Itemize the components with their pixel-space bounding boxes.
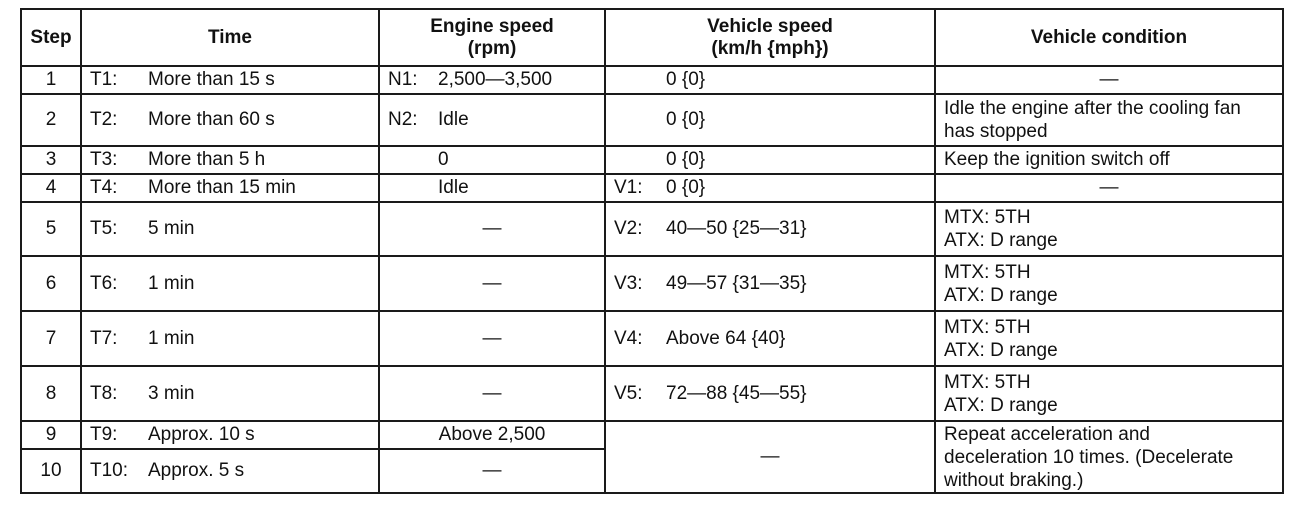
time-label: T7: <box>90 327 118 349</box>
header-vehicle-speed-title: Vehicle speed <box>707 15 833 37</box>
vs-value: 72—88 {45—55} <box>666 382 807 404</box>
vehicle-speed-cell <box>605 66 935 94</box>
rpm-label: N1: <box>388 69 418 90</box>
time-cell <box>81 256 379 311</box>
engine-speed-cell: Above 2,500 <box>379 421 605 449</box>
vs-value: 40—50 {25—31} <box>666 218 807 239</box>
step-cell: 1 <box>21 66 81 94</box>
time-value: More than 60 s <box>148 109 275 130</box>
step-cell: 9 <box>21 421 81 449</box>
table-row-step-9 <box>21 421 1283 449</box>
time-value: More than 5 h <box>148 149 266 170</box>
condition-line: ATX: D range <box>944 230 1058 251</box>
engine-speed-cell: — <box>379 449 605 493</box>
time-value: 1 min <box>148 327 195 349</box>
header-vehicle-speed <box>605 9 935 66</box>
vs-value: 0 {0} <box>666 177 706 198</box>
header-engine-speed-unit: (rpm) <box>467 37 517 59</box>
time-label: T6: <box>90 272 118 294</box>
step-cell: 3 <box>21 146 81 174</box>
time-label: T8: <box>90 382 118 404</box>
time-value: Approx. 5 s <box>148 460 245 481</box>
time-value: More than 15 s <box>148 69 275 90</box>
vs-value: 0 {0} <box>666 149 706 170</box>
table-row-step-8 <box>21 366 1283 421</box>
table-row-step-2 <box>21 94 1283 146</box>
time-cell <box>81 449 379 493</box>
condition-cell <box>935 311 1283 366</box>
vs-value: 0 {0} <box>666 109 706 130</box>
condition-line: has stopped <box>944 121 1048 142</box>
drive-cycle-table <box>20 8 1284 494</box>
step-cell: 6 <box>21 256 81 311</box>
time-label: T1: <box>90 69 118 90</box>
rpm-label: N2: <box>388 109 418 130</box>
vehicle-speed-cell <box>605 311 935 366</box>
rpm-value: Idle <box>438 109 469 130</box>
condition-line: MTX: 5TH <box>944 371 1031 393</box>
header-row <box>21 9 1283 66</box>
time-cell <box>81 202 379 256</box>
time-label: T4: <box>90 177 118 198</box>
vs-label: V4: <box>614 327 643 349</box>
header-time: Time <box>81 9 379 66</box>
vehicle-speed-cell <box>605 174 935 202</box>
time-cell <box>81 421 379 449</box>
engine-speed-cell: — <box>379 366 605 421</box>
vehicle-speed-cell <box>605 366 935 421</box>
table-row-step-1 <box>21 66 1283 94</box>
vehicle-speed-cell <box>605 256 935 311</box>
step-cell: 10 <box>21 449 81 493</box>
vs-value: Above 64 {40} <box>666 327 786 349</box>
engine-speed-cell <box>379 174 605 202</box>
engine-speed-cell <box>379 94 605 146</box>
vs-label: V1: <box>614 177 643 198</box>
table-row-step-4 <box>21 174 1283 202</box>
vehicle-speed-cell <box>605 94 935 146</box>
header-vehicle-speed-unit: (km/h {mph}) <box>711 37 829 59</box>
time-label: T9: <box>90 424 118 445</box>
rpm-value: 2,500—3,500 <box>438 69 553 90</box>
step-cell: 5 <box>21 202 81 256</box>
step-cell: 4 <box>21 174 81 202</box>
condition-line: without braking.) <box>944 469 1084 491</box>
time-cell <box>81 94 379 146</box>
time-value: More than 15 min <box>148 177 296 198</box>
vs-label: V5: <box>614 382 643 404</box>
time-cell <box>81 174 379 202</box>
condition-cell: — <box>935 174 1283 202</box>
time-value: 3 min <box>148 382 195 404</box>
condition-line: MTX: 5TH <box>944 261 1031 283</box>
vehicle-speed-cell <box>605 146 935 174</box>
header-step: Step <box>21 9 81 66</box>
condition-line: ATX: D range <box>944 394 1058 416</box>
time-cell <box>81 146 379 174</box>
header-engine-speed <box>379 9 605 66</box>
condition-line: Repeat acceleration and <box>944 423 1150 445</box>
step-cell: 7 <box>21 311 81 366</box>
condition-cell <box>935 256 1283 311</box>
condition-line: ATX: D range <box>944 339 1058 361</box>
engine-speed-cell: — <box>379 256 605 311</box>
time-label: T5: <box>90 218 118 239</box>
time-cell <box>81 66 379 94</box>
vs-label: V3: <box>614 272 643 294</box>
condition-cell <box>935 94 1283 146</box>
time-cell <box>81 311 379 366</box>
time-value: 1 min <box>148 272 195 294</box>
condition-cell: — <box>935 66 1283 94</box>
table-row-step-5 <box>21 202 1283 256</box>
time-label: T3: <box>90 149 118 170</box>
header-engine-speed-title: Engine speed <box>430 15 554 37</box>
vs-label: V2: <box>614 218 643 239</box>
condition-line: MTX: 5TH <box>944 207 1031 228</box>
engine-speed-cell <box>379 146 605 174</box>
time-value: Approx. 10 s <box>148 424 255 445</box>
engine-speed-cell <box>379 66 605 94</box>
condition-cell <box>935 202 1283 256</box>
vehicle-speed-cell <box>605 202 935 256</box>
condition-cell-merged <box>935 421 1283 493</box>
condition-line: deceleration 10 times. (Decelerate <box>944 446 1234 468</box>
step-cell: 2 <box>21 94 81 146</box>
time-label: T2: <box>90 109 118 130</box>
time-value: 5 min <box>148 218 195 239</box>
condition-cell: Keep the ignition switch off <box>935 146 1283 174</box>
rpm-value: 0 <box>438 149 449 170</box>
condition-cell <box>935 366 1283 421</box>
vehicle-speed-cell-merged: — <box>605 421 935 493</box>
table-row-step-3 <box>21 146 1283 174</box>
header-vehicle-condition: Vehicle condition <box>935 9 1283 66</box>
table-row-step-6 <box>21 256 1283 311</box>
rpm-value: Idle <box>438 177 469 198</box>
time-label: T10: <box>90 460 129 481</box>
vs-value: 0 {0} <box>666 69 706 90</box>
vs-value: 49—57 {31—35} <box>666 272 807 294</box>
condition-line: ATX: D range <box>944 284 1058 306</box>
engine-speed-cell: — <box>379 311 605 366</box>
table-row-step-7 <box>21 311 1283 366</box>
time-cell <box>81 366 379 421</box>
step-cell: 8 <box>21 366 81 421</box>
condition-line: Idle the engine after the cooling fan <box>944 98 1241 119</box>
condition-line: MTX: 5TH <box>944 316 1031 338</box>
engine-speed-cell: — <box>379 202 605 256</box>
